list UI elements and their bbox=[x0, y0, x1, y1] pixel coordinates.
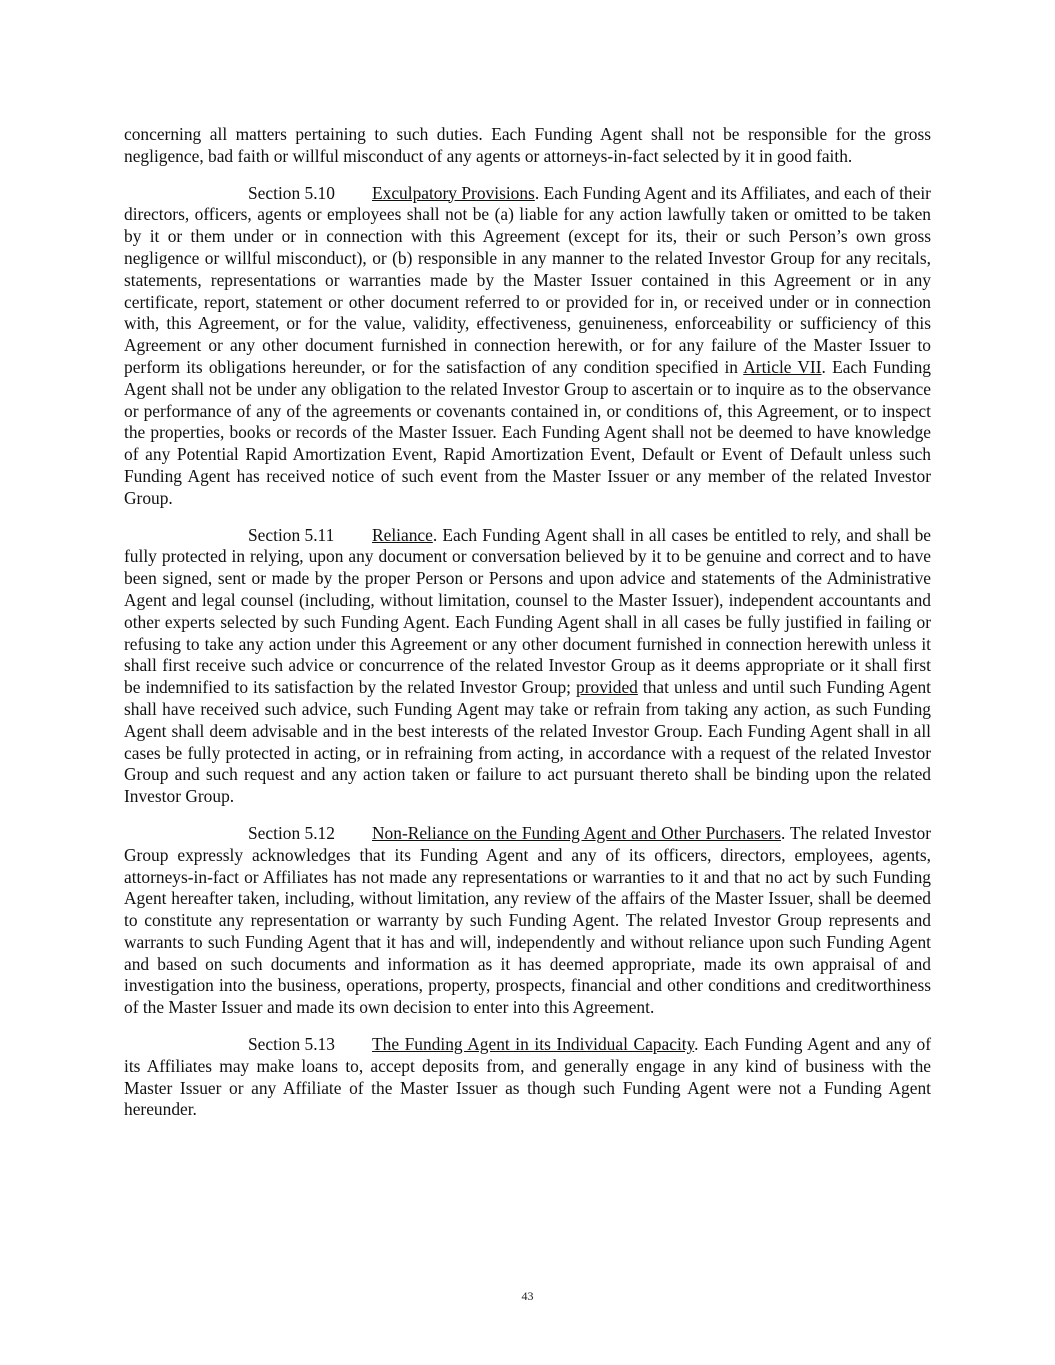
page-number: 43 bbox=[521, 1289, 534, 1303]
section-number: Section 5.12 bbox=[248, 822, 335, 843]
section-number: Section 5.11 bbox=[248, 524, 335, 545]
article-reference-link: Article VII bbox=[743, 356, 822, 377]
section-number: Section 5.10 bbox=[248, 182, 335, 203]
section-5-13-paragraph: Section 5.13 The Funding Agent in its Individual Capacity. Each Funding Agent and any of its Affiliates may make loans to, accept deposits from, and generally engage in any kind of business with the Master Issuer or any Affiliate of the Master Issuer as though such Funding Agent were not a Funding Agent hereunder. bbox=[124, 1034, 931, 1120]
section-title: Exculpatory Provisions bbox=[372, 182, 535, 203]
section-number: Section 5.13 bbox=[248, 1034, 335, 1055]
intro-paragraph: concerning all matters pertaining to such duties. Each Funding Agent shall not be responsible for the gross negligence, bad faith or willful misconduct of any agents or attorneys-in-fact selected by it in good faith. bbox=[124, 124, 931, 166]
section-5-10-paragraph: Section 5.10 Exculpatory Provisions. Each Funding Agent and its Affiliates, and each of their directors, officers, agents or employees shall not be (a) liable for any action lawfully taken or omitted to be taken by it or them under or in connection with this Agreement (except for its, their or such Person’s own gross negligence or willful misconduct), or (b) responsible in any manner to the related Investor Group for any recitals, statements, representations or warranties made by the Master Issuer contained in this Agreement or in any certificate, report, statement or other document referred to or provided for in, or received under or in connection with, this Agreement, or for the value, validity, effectiveness, genuineness, enforceability or sufficiency of this Agreement or any other document furnished in connection herewith, or for any failure of the Master Issuer to perform its obligations hereunder, or for the satisfaction of any condition specified in Article VII. Each Funding Agent shall not be under any obligation to the related Investor Group to ascertain or to inquire as to the observance or performance of any of the agreements or covenants contained in, or conditions of, this Agreement, or to inspect the properties, books or records of the Master Issuer. Each Funding Agent shall not be deemed to have knowledge of any Potential Rapid Amortization Event, Rapid Amortization Event, Default or Event of Default unless such Funding Agent has received notice of such event from the Master Issuer or any member of the related Investor Group. bbox=[124, 182, 931, 508]
section-5-12-paragraph: Section 5.12 Non-Reliance on the Funding Agent and Other Purchasers. The related Investor Group expressly acknowledges that its Funding Agent and any of its officers, directors, employees, agents, attorneys-in-fact or Affiliates has not made any representations or warranties to it and that no act by such Funding Agent hereafter taken, including, without limitation, any review of the affairs of the Master Issuer, shall be deemed to constitute any representation or warranty by such Funding Agent. The related Investor Group represents and warrants to such Funding Agent that it has and will, independently and without reliance upon such Funding Agent and based on such documents and information as it has deemed appropriate, made its own appraisal of and investigation into the business, operations, property, prospects, financial and other conditions and creditworthiness of the Master Issuer and made its own decision to enter into this Agreement. bbox=[124, 822, 931, 1018]
document-page bbox=[124, 124, 931, 1136]
section-title: The Funding Agent in its Individual Capacity bbox=[372, 1034, 695, 1055]
section-title: Non-Reliance on the Funding Agent and Other Purchasers bbox=[372, 822, 781, 843]
provided-term: provided bbox=[576, 677, 638, 698]
section-title: Reliance bbox=[372, 524, 433, 545]
section-5-11-paragraph: Section 5.11 Reliance. Each Funding Agent shall in all cases be entitled to rely, and shall be fully protected in relying, upon any document or conversation believed by it to be genuine and correct and to have been signed, sent or made by the proper Person or Persons and upon advice and statements of the Administrative Agent and legal counsel (including, without limitation, counsel to the Master Issuer), independent accountants and other experts selected by such Funding Agent. Each Funding Agent shall in all cases be fully justified in failing or refusing to take any action under this Agreement or any other document furnished in connection herewith unless it shall first receive such advice or concurrence of the related Investor Group as it deems appropriate or it shall first be indemnified to its satisfaction by the related Investor Group; provided that unless and until such Funding Agent shall have received such advice, such Funding Agent may take or refrain from taking any action, as such Funding Agent shall deem advisable and in the best interests of the related Investor Group. Each Funding Agent shall in all cases be fully protected in acting, or in refraining from acting, in accordance with a request of the related Investor Group and such request and any action taken or failure to act pursuant thereto shall be binding upon the related Investor Group. bbox=[124, 524, 931, 807]
